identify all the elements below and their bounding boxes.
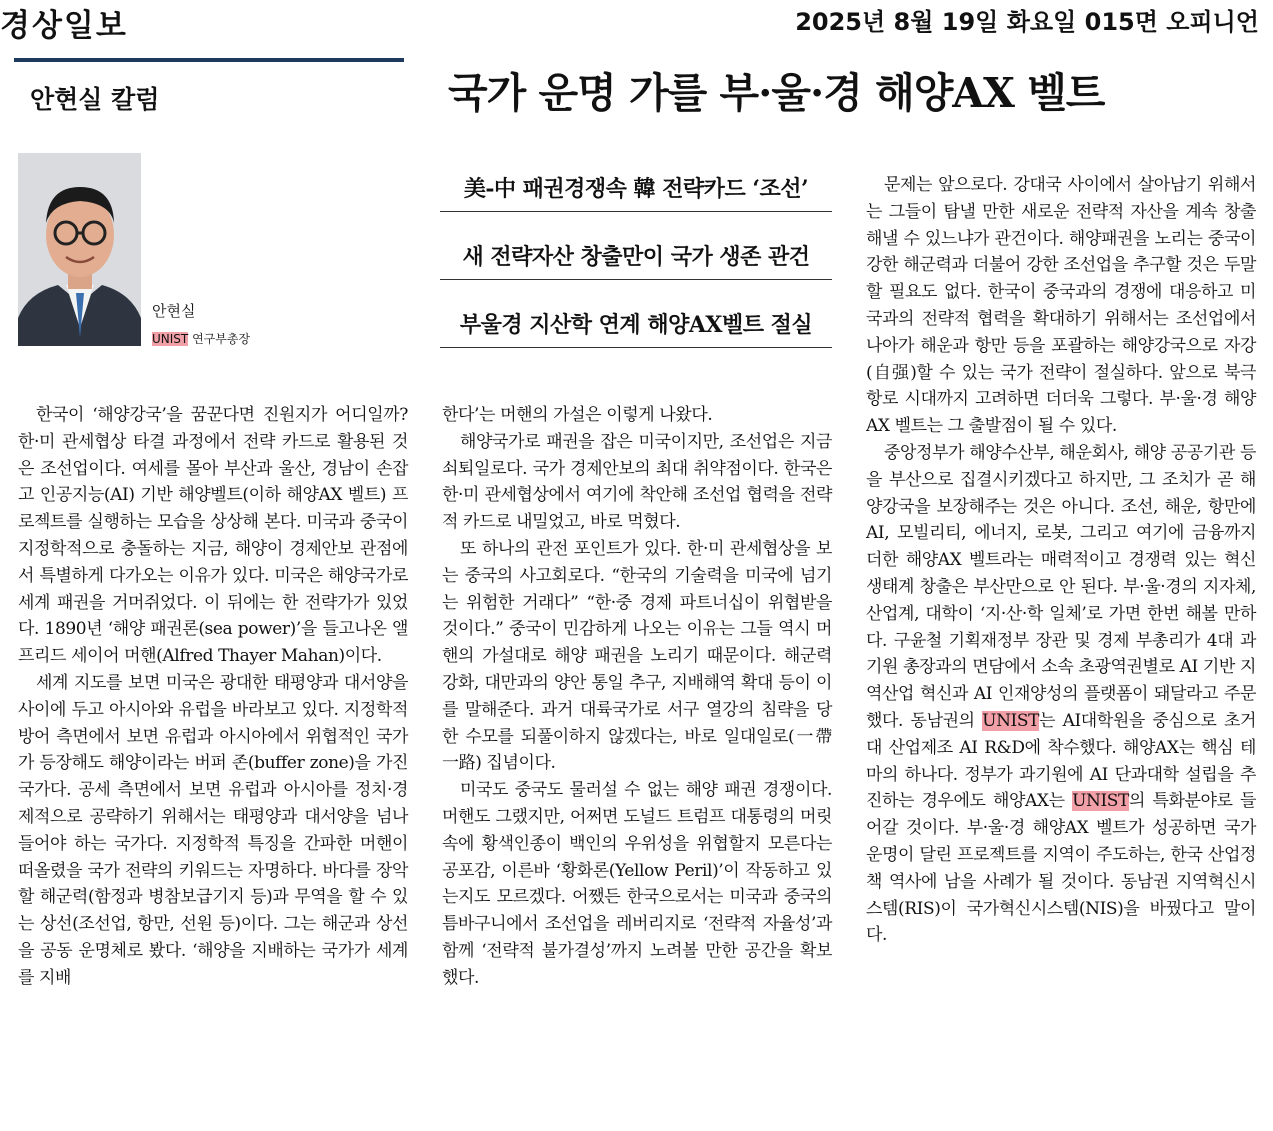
subhead-3: 부울경 지산학 연계 해양AX벨트 절실 <box>440 308 832 348</box>
author-title <box>152 330 250 347</box>
paragraph: 또 하나의 관전 포인트가 있다. 한·미 관세협상을 보는 중국의 사고회로다. “한국의 기술력을 미국에 넘기는 위험한 거래다” “한·중 경제 파트너십이 위협받을 것이다.” 중국이 민감하게 나오는 이유는 그들 역시 머핸의 가설대로 해양 패권을 노리기 때문이다. 해군력 강화, 대만과의 양안 통일 추구, 지배해역 확대 등이 이를 말해준다. 과거 대륙국가로 서구 열강의 침략을 당한 수모를 되풀이하지 않겠다는, 바로 일대일로(一帶一路) 집념이다. <box>442 538 832 774</box>
body-column-3 <box>866 172 1256 949</box>
paragraph-text: 는 AI대학원을 중심으로 초거대 산업제조 AI R&D에 착수했다. 해양AX는 핵심 테마의 하나다. 정부가 과기원에 AI 단과대학 설립을 추진하는 경우에도 해양AX는 <box>866 710 1256 812</box>
author-org-highlight: UNIST <box>152 332 189 346</box>
headline: 국가 운명 가를 부·울·경 해양AX 벨트 <box>448 69 1105 117</box>
paragraph <box>866 440 1256 949</box>
body-column-1 <box>18 402 408 992</box>
column-bar <box>14 58 404 62</box>
author-photo <box>18 153 141 346</box>
paragraph: 미국도 중국도 물러설 수 없는 해양 패권 경쟁이다. 머핸도 그랬지만, 어쩌면 도널드 트럼프 대통령의 머릿속에 황색인종이 백인의 우위성을 위협할지 모른다는 공포감, 이른바 ‘황화론(Yellow Peril)’이 작동하고 있는지도 모르겠다. 어쨌든 한국으로서는 미국과 중국의 틈바구니에서 조선업을 레버리지로 ‘전략적 자율성’과 함께 ‘전략적 불가결성’까지 노려볼 만한 공간을 확보했다. <box>442 780 832 988</box>
newspaper-masthead: 경상일보 <box>0 8 128 44</box>
dateline: 2025년 8월 19일 화요일 015면 오피니언 <box>795 8 1259 36</box>
unist-highlight: UNIST <box>1072 791 1129 812</box>
author-position: 연구부총장 <box>192 332 251 346</box>
subhead-2: 새 전략자산 창출만이 국가 생존 관건 <box>440 240 832 280</box>
author-portrait-icon <box>18 153 141 346</box>
paragraph-text: 의 특화분야로 들어갈 것이다. 부·울·경 해양AX 벨트가 성공하면 국가 운명이 달린 프로젝트를 지역이 주도하는, 한국 산업정책 역사에 남을 사례가 될 것이다. 동남권 지역혁신시스템(RIS)이 국가혁신시스템(NIS)을 바꿨다고 말이다. <box>866 791 1256 946</box>
unist-highlight: UNIST <box>982 710 1040 731</box>
paragraph: 한국이 ‘해양강국’을 꿈꾼다면 진원지가 어디일까? 한·미 관세협상 타결 과정에서 전략 카드로 활용된 것은 조선업이다. 여세를 몰아 부산과 울산, 경남이 손잡고 인공지능(AI) 기반 해양벨트(이하 해양AX 벨트) 프로젝트를 실행하는 모습을 상상해 본다. 미국과 중국이 지정학적으로 충돌하는 지금, 해양이 경제안보 관점에서 특별하게 다가오는 이유가 있다. 미국은 해양국가로 세계 패권을 거머쥐었다. 이 뒤에는 한 전략가가 있었다. 1890년 ‘해양 패권론(sea power)’을 들고나온 앨프리드 세이어 머핸(Alfred Thayer Mahan)이다. <box>18 405 408 667</box>
paragraph: 해양국가로 패권을 잡은 미국이지만, 조선업은 지금 쇠퇴일로다. 국가 경제안보의 최대 취약점이다. 한국은 한·미 관세협상에서 여기에 착안해 조선업 협력을 전략적 카드로 내밀었고, 바로 먹혔다. <box>442 431 832 533</box>
body-column-2 <box>442 402 832 992</box>
paragraph-text: 중앙정부가 해양수산부, 해운회사, 해양 공공기관 등을 부산으로 집결시키겠다고 하지만, 그 조치가 곧 해양강국을 보장해주는 것은 아니다. 조선, 해운, 항만에 AI, 모빌리티, 에너지, 로봇, 그리고 여기에 금융까지 더한 해양AX 벨트라는 매력적이고 경쟁력 있는 혁신생태계 창출은 부산만으로 안 된다. 부·울·경의 지자체, 산업계, 대학이 ‘지·산·학 일체’로 가면 한번 해볼 만하다. 구윤철 기획재정부 장관 및 경제 부총리가 4대 과기원 총장과의 면담에서 소속 초광역권별로 AI 기반 지역산업 혁신과 AI 인재양성의 플랫폼이 돼달라고 주문했다. 동남권의 <box>866 442 1256 731</box>
author-name: 안현실 <box>152 302 196 320</box>
column-name: 안현실 칼럼 <box>30 85 160 114</box>
paragraph: 세계 지도를 보면 미국은 광대한 태평양과 대서양을 사이에 두고 아시아와 유럽을 바라보고 있다. 지정학적 방어 측면에서 보면 유럽과 아시아에서 위협적인 국가가 등장해도 해양이라는 버퍼 존(buffer zone)을 가진 국가다. 공세 측면에서 보면 유럽과 아시아를 정치·경제적으로 공략하기 위해서는 태평양과 대서양을 넘나들어야 하는 국가다. 지정학적 특징을 간파한 머핸이 떠올렸을 국가 전략의 키워드는 자명하다. 바다를 장악할 해군력(함정과 병참보급기지 등)과 무역을 할 수 있는 상선(조선업, 항만, 선원 등)이다. 그는 해군과 상선을 공동 운명체로 봤다. ‘해양을 지배하는 국가가 세계를 지배 <box>18 672 408 988</box>
subhead-1: 美-中 패권경쟁속 韓 전략카드 ‘조선’ <box>440 172 832 212</box>
paragraph: 한다’는 머핸의 가설은 이렇게 나왔다. <box>442 405 713 425</box>
paragraph: 문제는 앞으로다. 강대국 사이에서 살아남기 위해서는 그들이 탐낼 만한 새로운 전략적 자산을 계속 창출해낼 수 있느냐가 관건이다. 해양패권을 노리는 중국이 강한 해군력과 더불어 강한 조선업을 추구할 것은 두말할 필요도 없다. 한국이 중국과의 경쟁에 대응하고 미국과의 전략적 협력을 확대하기 위해서는 조선업에서 나아가 해운과 항만 등을 포괄하는 해양강국으로 자강(自强)할 수 있는 국가 전략이 절실하다. 앞으로 북극항로 시대까지 고려하면 더더욱 그렇다. 부·울·경 해양AX 벨트는 그 출발점이 될 수 있다. <box>866 175 1256 437</box>
